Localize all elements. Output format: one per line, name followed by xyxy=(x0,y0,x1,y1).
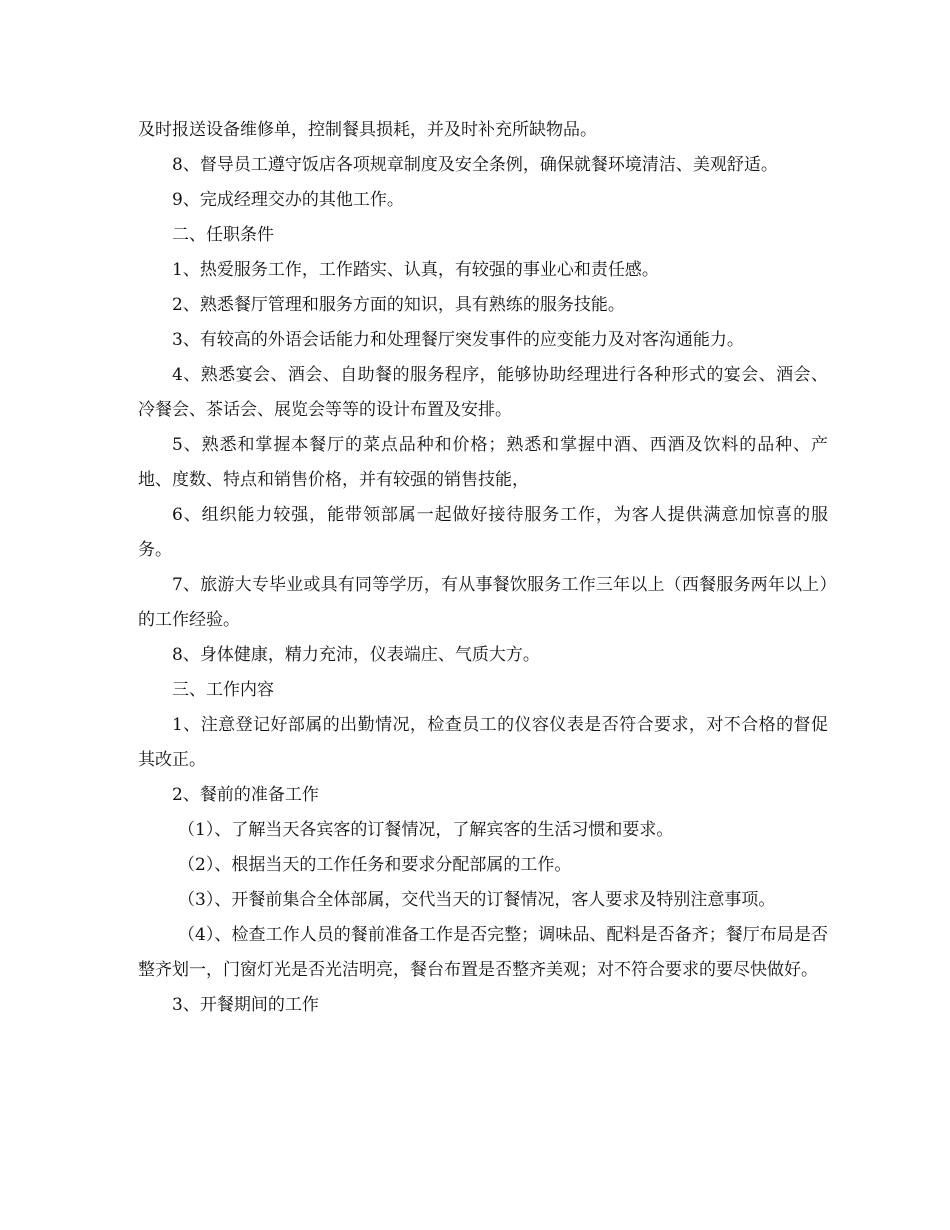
paragraph-qualification-1: 1、热爱服务工作，工作踏实、认真，有较强的事业心和责任感。 xyxy=(172,260,659,280)
section-heading-work-content: 三、工作内容 xyxy=(172,680,274,700)
paragraph-duty-9: 9、完成经理交办的其他工作。 xyxy=(172,190,404,210)
paragraph-work-3: 3、开餐期间的工作 xyxy=(172,995,319,1015)
paragraph-qualification-5: 5、熟悉和掌握本餐厅的菜点品种和价格；熟悉和掌握中酒、西酒及饮料的品种、产地、度数、特点和销售价格，并有较强的销售技能， xyxy=(138,435,828,490)
paragraph-work-2: 2、餐前的准备工作 xyxy=(172,785,319,805)
paragraph-work-2-item-2: （2）、根据当天的工作任务和要求分配部属的工作。 xyxy=(178,855,572,875)
document-body xyxy=(138,113,828,1023)
paragraph-work-1: 1、注意登记好部属的出勤情况，检查员工的仪容仪表是否符合要求，对不合格的督促其改正。 xyxy=(138,715,828,770)
paragraph-qualification-2: 2、熟悉餐厅管理和服务方面的知识，具有熟练的服务技能。 xyxy=(172,295,625,315)
paragraph-qualification-3: 3、有较高的外语会话能力和处理餐厅突发事件的应变能力及对客沟通能力。 xyxy=(172,330,744,350)
paragraph-work-2-item-3: （3）、开餐前集合全体部属，交代当天的订餐情况，客人要求及特别注意事项。 xyxy=(178,890,776,910)
paragraph-duty-8: 8、督导员工遵守饭店各项规章制度及安全条例，确保就餐环境清洁、美观舒适。 xyxy=(172,155,778,175)
paragraph-continuation: 及时报送设备维修单，控制餐具损耗，并及时补充所缺物品。 xyxy=(138,120,597,140)
paragraph-work-2-item-4: （4）、检查工作人员的餐前准备工作是否完整；调味品、配料是否备齐；餐厅布局是否整齐划一，门窗灯光是否光洁明亮，餐台布置是否整齐美观；对不符合要求的要尽快做好。 xyxy=(138,925,828,980)
paragraph-qualification-6: 6、组织能力较强，能带领部属一起做好接待服务工作，为客人提供满意加惊喜的服务。 xyxy=(138,505,828,560)
paragraph-work-2-item-1: （1）、了解当天各宾客的订餐情况，了解宾客的生活习惯和要求。 xyxy=(178,820,674,840)
paragraph-qualification-4: 4、熟悉宴会、酒会、自助餐的服务程序，能够协助经理进行各种形式的宴会、酒会、冷餐会、茶话会、展览会等等的设计布置及安排。 xyxy=(138,365,828,420)
section-heading-qualifications: 二、任职条件 xyxy=(172,225,274,245)
paragraph-qualification-8: 8、身体健康，精力充沛，仪表端庄、气质大方。 xyxy=(172,645,540,665)
paragraph-qualification-7: 7、旅游大专毕业或具有同等学历，有从事餐饮服务工作三年以上（西餐服务两年以上）的工作经验。 xyxy=(138,575,828,630)
